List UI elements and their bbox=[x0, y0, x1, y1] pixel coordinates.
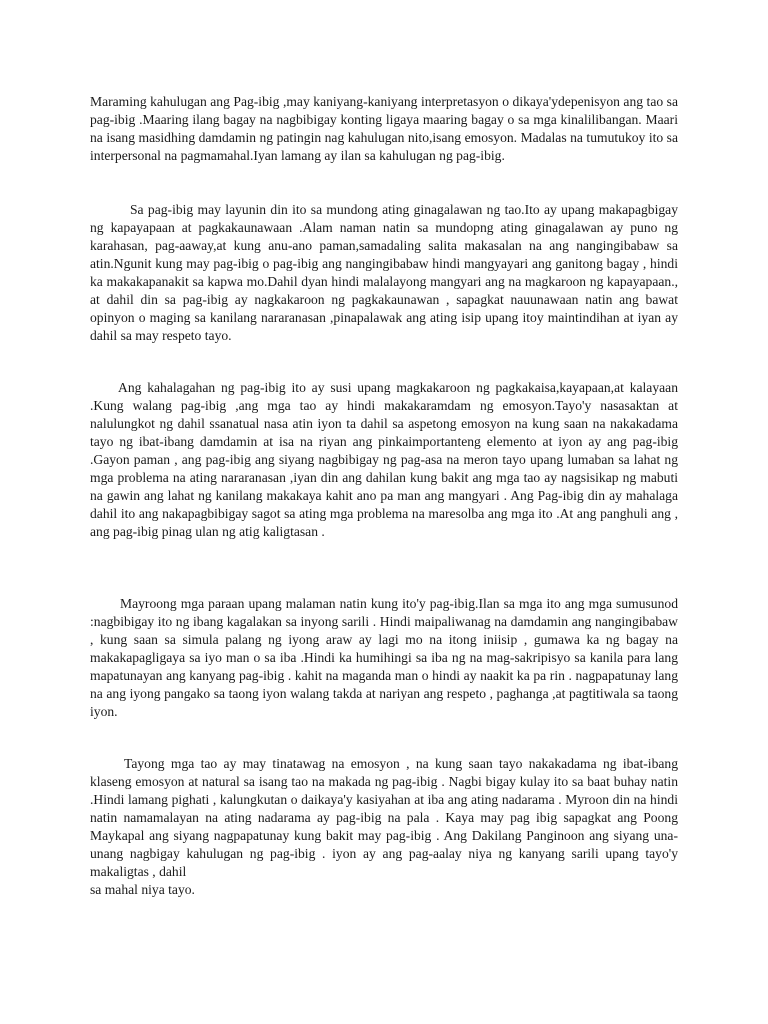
paragraph-purpose: Sa pag-ibig may layunin din ito sa mundong ating ginagalawan ng tao.Ito ay upang makapagbigay ng kapayapaan at pagkakaunawaan .Alam naman natin sa mundopng ating ginagalawan ay puno ng karahasan, pag-aaway,at kung anu-ano paman,samadaling salita makasalan na ang nangingibabaw sa atin.Ngunit kung may pag-ibig o pag-ibig ang nangingibabaw hindi mangyayari ang ganitong bagay , hindi ka makakapanakit sa kapwa mo.Dahil dyan hindi malalayong mangyari ang na magkaroon ng kapayapaan., at dahil din sa pag-ibig ay nagkakaroon ng pagkakaunawan , sapagkat nauunawaan natin ang bawat opinyon o maging sa kanilang nararanasan ,pinapalawak ang ating isip upang itoy maintindihan at iyan ay dahil sa may respeto tayo. bbox=[90, 202, 678, 343]
paragraph-signs: Mayroong mga paraan upang malaman natin kung ito'y pag-ibig.Ilan sa mga ito ang mga sumusunod :nagbibigay ito ng ibang kagalakan sa inyong sarili . Hindi maipaliwanag na damdamin ang nangingibabaw , kung saan sa simula palang ng iyong araw ay lagi mo na itong iniisip , gumawa ka ng bagay na makakapagligaya sa iyo man o sa iba .Hindi ka humihingi sa iba ng na mag-sakripisyo sa kanila para lang mapatunayan ang kanyang pag-ibig . kahit na maganda man o hindi ay naakit ka pa rin . nagpapatunay lang na ang iyong pangako sa taong iyon walang takda at nariyan ang respeto , paghanga ,at pagtitiwala sa taong iyon. bbox=[90, 596, 678, 719]
paragraph-definition: Maraming kahulugan ang Pag-ibig ,may kaniyang-kaniyang interpretasyon o dikaya'ydepenisyon ang tao sa pag-ibig .Maaring ilang bagay na nagbibigay konting ligaya maaring bagay o sa mga kinalilibangan. Maari na isang masidhing damdamin ng patingin nag kahulugan nito,isang emosyon. Madalas na tumutukoy ito sa interpersonal na pagmamahal.Iyan lamang ay ilan sa kahulugan ng pag-ibig. bbox=[90, 94, 678, 163]
closing-line: sa mahal niya tayo. bbox=[90, 882, 195, 897]
paragraph-emotion: Tayong mga tao ay may tinatawag na emosyon , na kung saan tayo nakakadama ng ibat-ibang klaseng emosyon at natural sa isang tao na makada ng pag-ibig . Nagbi bigay kulay ito sa baat buhay natin .Hindi lamang pighati , kalungkutan o daikaya'y kasiyahan at iba ang ating nadarama . Myroon din na hindi natin namamalayan na ating nadarama ay pag-ibig na pala . Kaya may pag ibig sapagkat ang Poong Maykapal ang siyang nagpapatunay kung bakit may pag-ibig . Ang Dakilang Panginoon ang siyang una-unang nagbigay kahulugan ng pag-ibig . iyon ay ang pag-aalay niya ng kanyang sarili upang tayo'y makaligtas , dahil bbox=[90, 756, 678, 879]
paragraph-importance: Ang kahalagahan ng pag-ibig ito ay susi upang magkakaroon ng pagkakaisa,kayapaan,at kalayaan .Kung walang pag-ibig ,ang mga tao ay hindi makakaramdam ng emosyon.Tayo'y nasasaktan at nalulungkot ng dahil ssanatual nasa atin iyon ta dahil sa aspetong emosyon na kung saan na nakakadama tayo ng ibat-ibang damdamin at isa na riyan ang pinkaimportanteng elemento at iyon ay ang pag-ibig .Gayon paman , ang pag-ibig ang siyang nagbibigay ng pag-asa na meron tayo upang lumaban sa lahat ng mga problema na ating nararanasan ,iyan din ang dahilan kung bakit ang mga tao ay nagsisikap ng mabuti na gawin ang lahat ng kanilang makakaya kahit ano pa man ang mangyari . Ang Pag-ibig din ay mahalaga dahil ito ang nakapagbibigay sagot sa ating mga problema na maresolba ang mga ito .At ang panghuli ang , ang pag-ibig pinag ulan ng atig kaligtasan . bbox=[90, 380, 678, 539]
